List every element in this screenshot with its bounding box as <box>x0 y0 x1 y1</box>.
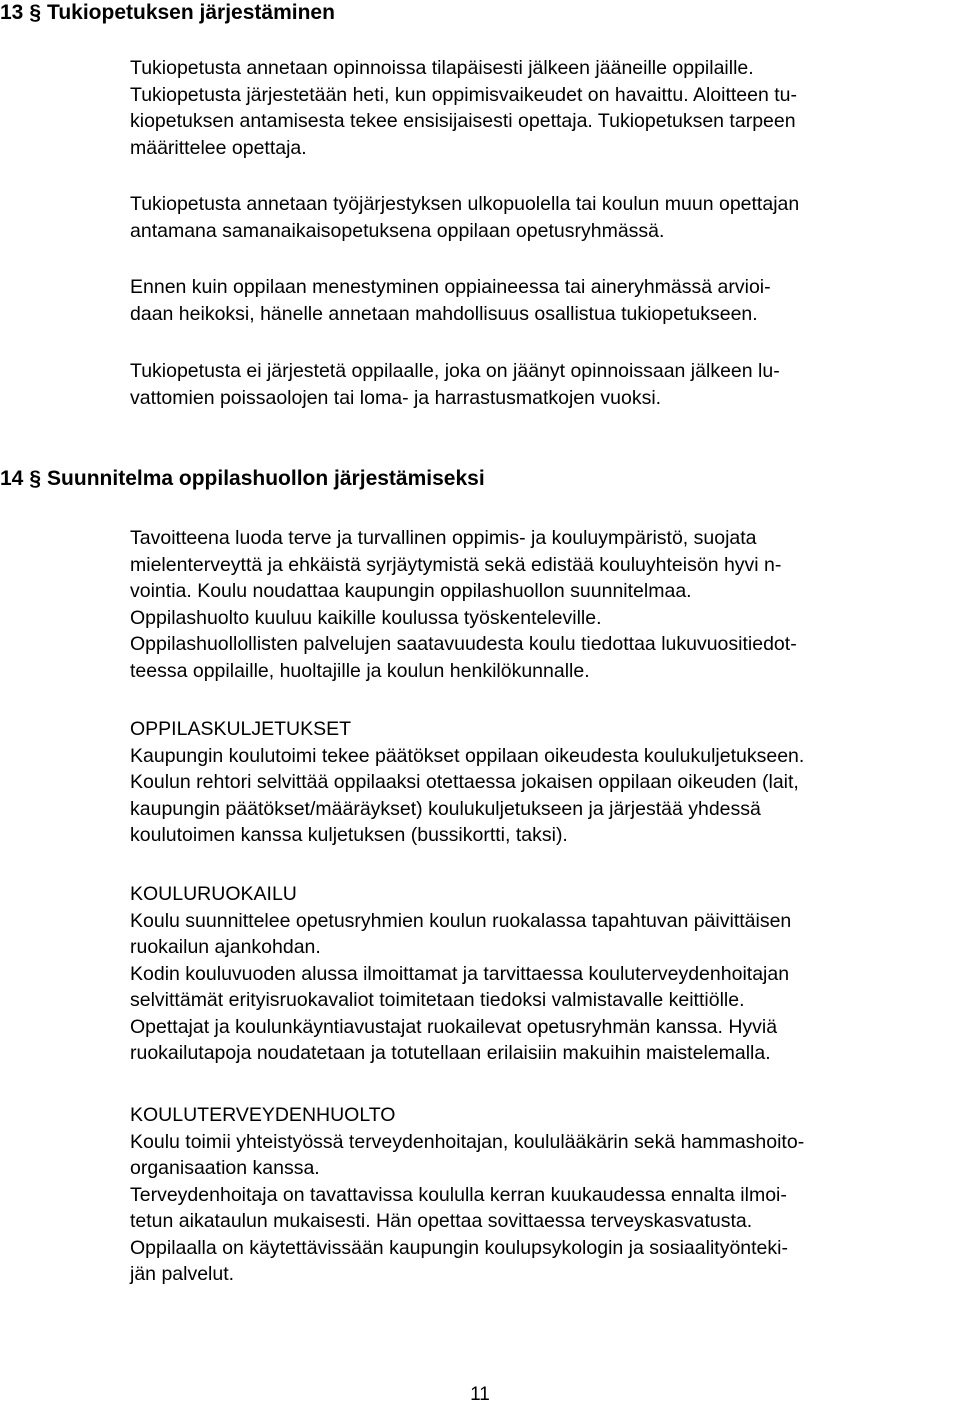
subsection-heading: KOULURUOKAILU <box>130 883 297 905</box>
text-line: antamana samanaikaisopetuksena oppilaan opetusryhmässä. <box>130 219 665 242</box>
page-footer <box>0 1384 960 1406</box>
text-line: vointia. Koulu noudattaa kaupungin oppilashuollon suunnitelmaa. <box>130 580 692 602</box>
section-title: Tukiopetuksen järjestäminen <box>47 1 335 24</box>
section-number: 13 <box>0 1 24 24</box>
subsection-heading: KOULUTERVEYDENHUOLTO <box>130 1104 396 1126</box>
paragraph <box>130 525 945 684</box>
paragraph <box>130 274 945 327</box>
text-line: Tukiopetusta järjestetään heti, kun oppimisvaikeudet on havaittu. Aloitteen tu- <box>130 83 798 106</box>
subsection-heading: OPPILASKULJETUKSET <box>130 718 352 740</box>
text-line: daan heikoksi, hänelle annetaan mahdollisuus osallistua tukiopetukseen. <box>130 302 758 325</box>
text-line: Koulu toimii yhteistyössä terveydenhoitajan, koululääkärin sekä hammashoito- <box>130 1130 805 1153</box>
text-line: Kaupungin koulutoimi tekee päätökset oppilaan oikeudesta koulukuljetukseen. <box>130 744 805 767</box>
text-line: Kodin kouluvuoden alussa ilmoittamat ja tarvittaessa kouluterveydenhoitajan <box>130 962 790 985</box>
paragraph <box>130 358 945 411</box>
text-line: tetun aikataulun mukaisesti. Hän opettaa sovittaessa terveyskasvatusta. <box>130 1210 753 1232</box>
text-line: Tukiopetusta annetaan opinnoissa tilapäisesti jälkeen jääneille oppilaille. <box>130 57 754 79</box>
section-title: Suunnitelma oppilashuollon järjestämiseksi <box>47 467 485 490</box>
subsection-meals <box>130 881 945 1067</box>
text-line: mielenterveyttä ja ehkäistä syrjäytymistä sekä edistää kouluyhteisön hyvi n- <box>130 553 782 576</box>
text-line: selvittämät erityisruokavaliot toimitetaan tiedoksi valmistavalle keittiölle. <box>130 989 745 1011</box>
paragraph <box>130 55 945 161</box>
text-line: kiopetuksen antamisesta tekee ensisijaisesti opettaja. Tukiopetuksen tarpeen <box>130 110 796 132</box>
subsection-health-care <box>130 1102 945 1288</box>
subsection-transport <box>130 716 945 849</box>
text-line: määrittelee opettaja. <box>130 136 307 159</box>
text-line: teessa oppilaille, huoltajille ja koulun henkilökunnalle. <box>130 659 590 682</box>
text-line: Koulu suunnittelee opetusryhmien koulun ruokalassa tapahtuvan päivittäisen <box>130 909 792 932</box>
text-line: Terveydenhoitaja on tavattavissa koululla kerran kuukaudessa ennalta ilmoi- <box>130 1183 787 1206</box>
paragraph <box>130 191 945 244</box>
text-line: Tavoitteena luoda terve ja turvallinen oppimis- ja kouluympäristö, suojata <box>130 527 757 549</box>
text-line: ruokailun ajankohdan. <box>130 936 321 958</box>
section-14-heading <box>0 466 485 492</box>
section-number: 14 <box>0 467 24 490</box>
text-line: organisaation kanssa. <box>130 1157 320 1179</box>
page-number: 11 <box>470 1384 490 1405</box>
text-line: Oppilashuolto kuuluu kaikille koulussa työskenteleville. <box>130 606 602 629</box>
text-line: Tukiopetusta annetaan työjärjestyksen ulkopuolella tai koulun muun opettajan <box>130 193 800 215</box>
text-line: Ennen kuin oppilaan menestyminen oppiaineessa tai aineryhmässä arvioi- <box>130 276 771 298</box>
text-line: jän palvelut. <box>130 1263 235 1285</box>
text-line: ruokailutapoja noudatetaan ja totutellaan erilaisiin makuihin maistelemalla. <box>130 1042 771 1064</box>
text-line: kaupungin päätökset/määräykset) koulukuljetukseen ja järjestää yhdessä <box>130 797 761 820</box>
text-line: Opettajat ja koulunkäyntiavustajat ruokailevat opetusryhmän kanssa. Hyviä <box>130 1015 778 1038</box>
text-line: vattomien poissaolojen tai loma- ja harrastusmatkojen vuoksi. <box>130 386 662 409</box>
section-13-heading <box>0 0 335 26</box>
text-line: Oppilashuollollisten palvelujen saatavuudesta koulu tiedottaa lukuvuositiedot- <box>130 633 797 655</box>
section-symbol: § <box>29 467 42 490</box>
text-line: Koulun rehtori selvittää oppilaaksi otettaessa jokaisen oppilaan oikeuden (lait, <box>130 771 799 793</box>
section-symbol: § <box>29 1 42 24</box>
text-line: koulutoimen kanssa kuljetuksen (bussikortti, taksi). <box>130 824 568 846</box>
text-line: Tukiopetusta ei järjestetä oppilaalle, joka on jäänyt opinnoissaan jälkeen lu- <box>130 360 780 382</box>
text-line: Oppilaalla on käytettävissään kaupungin koulupsykologin ja sosiaalityönteki- <box>130 1236 788 1259</box>
